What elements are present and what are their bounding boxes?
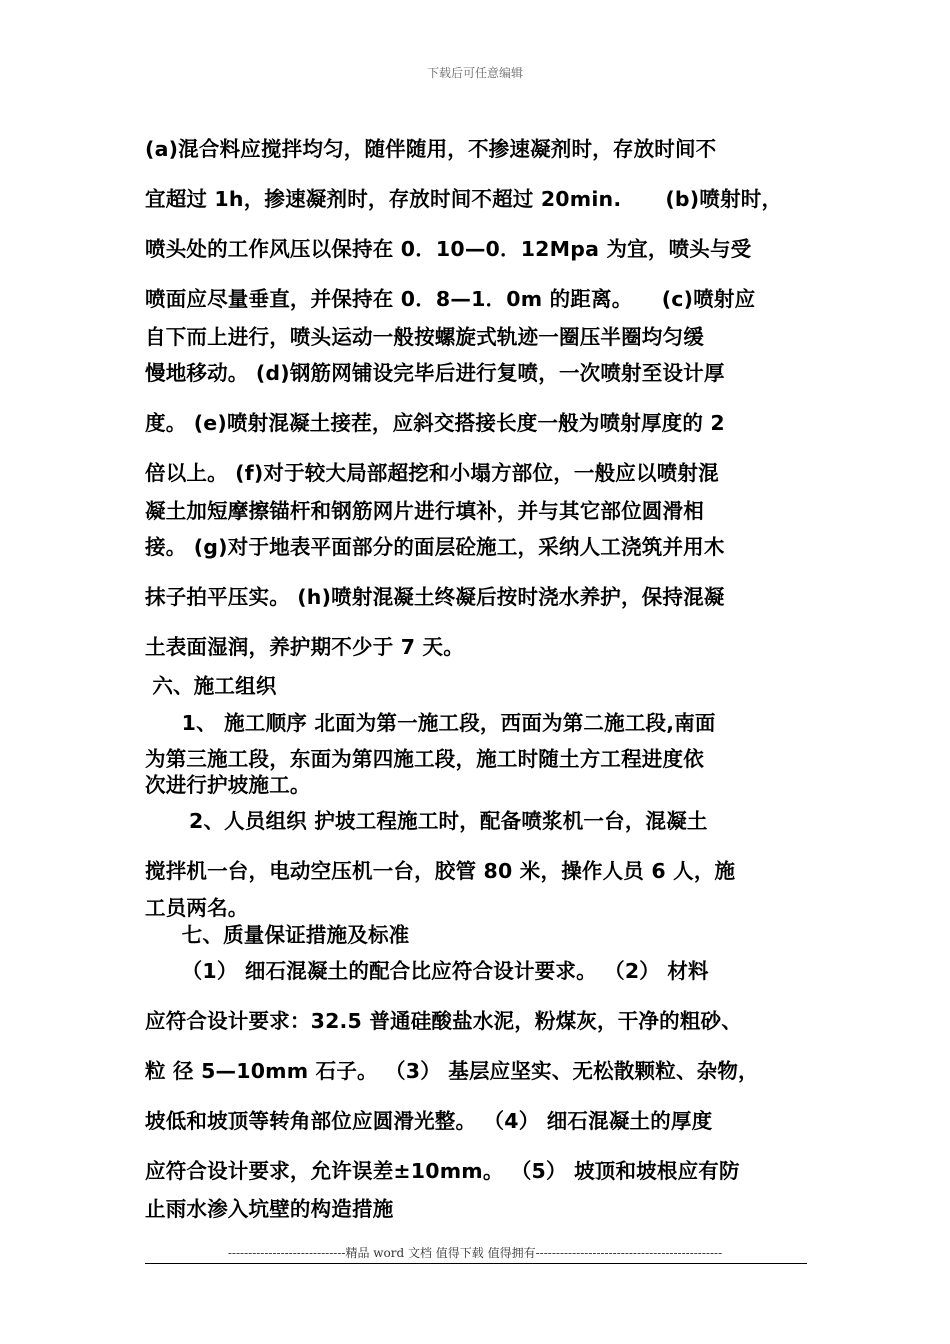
body-line: 为第三施工段，东面为第四施工段，施工时随土方工程进度依 bbox=[145, 747, 704, 771]
body-line: 倍以上。 (f)对于较大局部超挖和小塌方部位，一般应以喷射混 bbox=[145, 461, 719, 485]
body-line: 止雨水渗入坑壁的构造措施 bbox=[145, 1197, 394, 1221]
header-note: 下载后可任意编辑 bbox=[426, 66, 523, 80]
body-line: 土表面湿润，养护期不少于 7 天。 bbox=[145, 635, 464, 659]
body-line: 喷面应尽量垂直，并保持在 0．8—1．0m 的距离。 (c)喷射应 bbox=[145, 287, 756, 311]
body-line: 1、 施工顺序 北面为第一施工段，西面为第二施工段,南面 bbox=[145, 711, 716, 735]
body-line: 宜超过 1h，掺速凝剂时，存放时间不超过 20min. (b)喷射时， bbox=[145, 187, 783, 211]
body-line: （1） 细石混凝土的配合比应符合设计要求。 （2） 材料 bbox=[145, 959, 709, 983]
body-line: 2、人员组织 护坡工程施工时，配备喷浆机一台，混凝土 bbox=[145, 809, 708, 833]
body-line: 应符合设计要求，允许误差±10mm。 （5） 坡顶和坡根应有防 bbox=[145, 1159, 740, 1183]
body-line: 接。 (g)对于地表平面部分的面层砼施工，采纳人工浇筑并用木 bbox=[145, 535, 725, 559]
body-line: 喷头处的工作风压以保持在 0．10—0．12Mpa 为宜，喷头与受 bbox=[145, 237, 752, 261]
body-line: 自下而上进行，喷头运动一般按螺旋式轨迹一圈压半圈均匀缓 bbox=[145, 325, 704, 349]
section-heading-7: 七、质量保证措施及标准 bbox=[145, 923, 410, 947]
body-line: 粒 径 5—10mm 石子。 （3） 基层应坚实、无松散颗粒、杂物， bbox=[145, 1059, 759, 1083]
footer-divider bbox=[145, 1263, 807, 1264]
section-heading-6: 六、施工组织 bbox=[145, 674, 277, 698]
body-line: 次进行护坡施工。 bbox=[145, 773, 311, 797]
body-line: 工员两名。 bbox=[145, 896, 249, 920]
body-line: 搅拌机一台，电动空压机一台，胶管 80 米，操作人员 6 人，施 bbox=[145, 859, 736, 883]
body-line: 应符合设计要求：32.5 普通硅酸盐水泥，粉煤灰，干净的粗砂、 bbox=[145, 1009, 742, 1033]
footer-text: -----------------------------精品 word 文档 值得下载 值得拥有---------------------------------------------- bbox=[227, 1246, 723, 1260]
body-line: (a)混合料应搅拌均匀，随伴随用，不掺速凝剂时，存放时间不 bbox=[145, 137, 717, 161]
body-line: 抹子拍平压实。 (h)喷射混凝土终凝后按时浇水养护，保持混凝 bbox=[145, 585, 725, 609]
body-line: 慢地移动。 (d)钢筋网铺设完毕后进行复喷，一次喷射至设计厚 bbox=[145, 361, 725, 385]
body-line: 凝土加短摩擦锚杆和钢筋网片进行填补，并与其它部位圆滑相 bbox=[145, 499, 704, 523]
body-line: 坡低和坡顶等转角部位应圆滑光整。 （4） 细石混凝土的厚度 bbox=[145, 1109, 713, 1133]
body-line: 度。 (e)喷射混凝土接茬，应斜交搭接长度一般为喷射厚度的 2 bbox=[145, 411, 725, 435]
